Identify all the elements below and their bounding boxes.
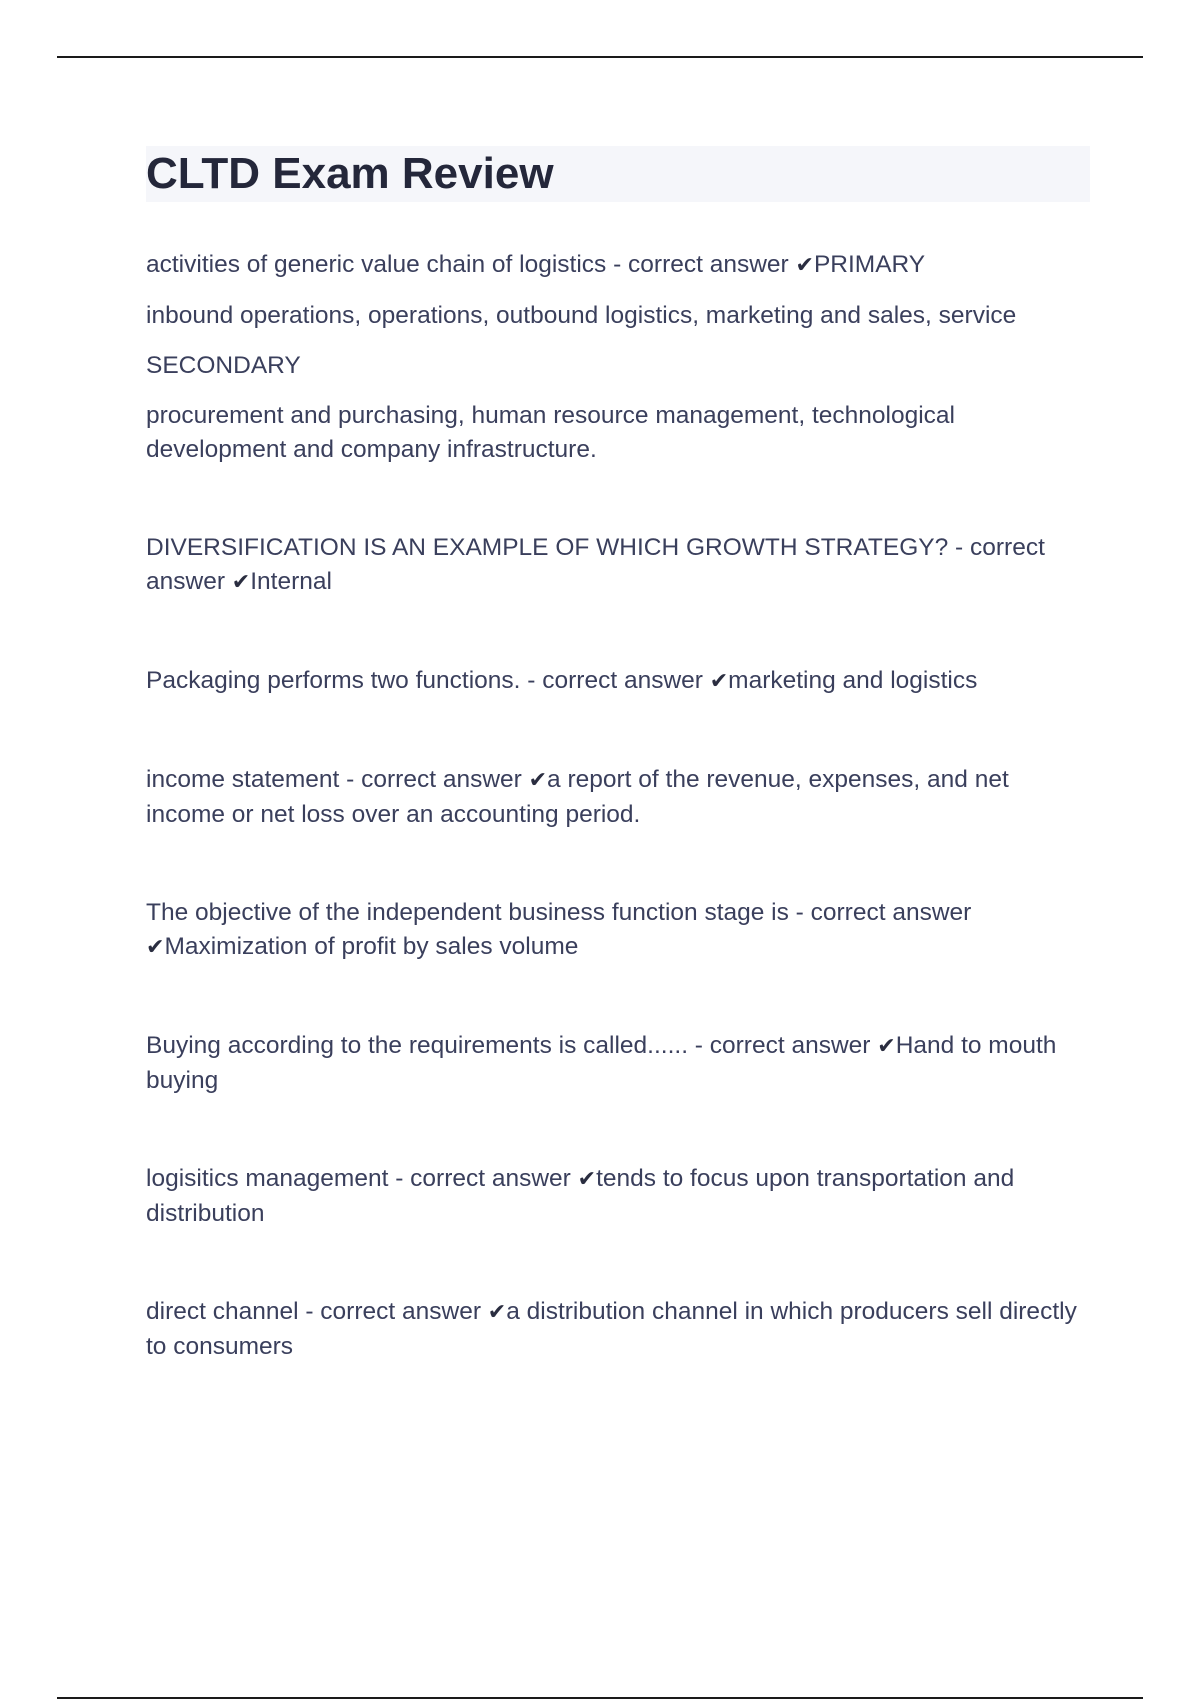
- qa-item: [146, 763, 1090, 832]
- qa-item: [146, 1162, 1090, 1231]
- qa-item: [146, 1029, 1090, 1098]
- question-text: The objective of the independent business function stage is - correct answer: [146, 899, 972, 926]
- question-text: Packaging performs two functions. - correct answer: [146, 667, 710, 694]
- check-icon: ✔: [231, 570, 251, 595]
- answer-text: Maximization of profit by sales volume: [164, 933, 579, 960]
- answer-text: marketing and logistics: [728, 667, 978, 694]
- qa-item: [146, 664, 1090, 699]
- question-text: income statement - correct answer: [146, 766, 529, 793]
- question-text: direct channel - correct answer: [146, 1298, 488, 1325]
- answer-text: Hand to mouth buying: [146, 1032, 1057, 1094]
- answer-text: PRIMARY: [813, 251, 926, 278]
- title-bar: [146, 146, 1090, 202]
- answer-continuation: SECONDARY: [146, 352, 301, 379]
- qa-item: [146, 896, 1090, 965]
- qa-item: [146, 531, 1090, 600]
- qa-item: [146, 1295, 1090, 1364]
- answer-text: a report of the revenue, expenses, and net income or net loss over an accounting period.: [146, 766, 1009, 828]
- check-icon: ✔: [877, 1034, 896, 1059]
- check-icon: ✔: [146, 935, 165, 960]
- qa-item: [146, 248, 1090, 283]
- question-text: activities of generic value chain of logistics - correct answer: [146, 251, 796, 278]
- answer-text: Internal: [250, 568, 332, 595]
- answer-text: tends to focus upon transportation and distribution: [146, 1165, 1015, 1227]
- bottom-rule: [57, 1697, 1143, 1699]
- top-rule: [57, 56, 1143, 58]
- check-icon: ✔: [795, 253, 814, 278]
- check-icon: ✔: [487, 1300, 507, 1325]
- answer-continuation: procurement and purchasing, human resource management, technological development and company infrastructure.: [146, 402, 955, 463]
- answer-text: a distribution channel in which producers sell directly to consumers: [146, 1298, 1077, 1360]
- question-text: Buying according to the requirements is called...... - correct answer: [146, 1032, 878, 1059]
- answer-continuation: inbound operations, operations, outbound logistics, marketing and sales, service: [146, 302, 1017, 329]
- check-icon: ✔: [528, 768, 548, 793]
- check-icon: ✔: [577, 1167, 597, 1192]
- question-text: DIVERSIFICATION IS AN EXAMPLE OF WHICH GROWTH STRATEGY? - correct answer: [146, 534, 1045, 595]
- check-icon: ✔: [709, 669, 729, 694]
- question-text: logisitics management - correct answer: [146, 1165, 578, 1192]
- page-title: CLTD Exam Review: [146, 149, 554, 198]
- document-body: [146, 146, 1090, 1364]
